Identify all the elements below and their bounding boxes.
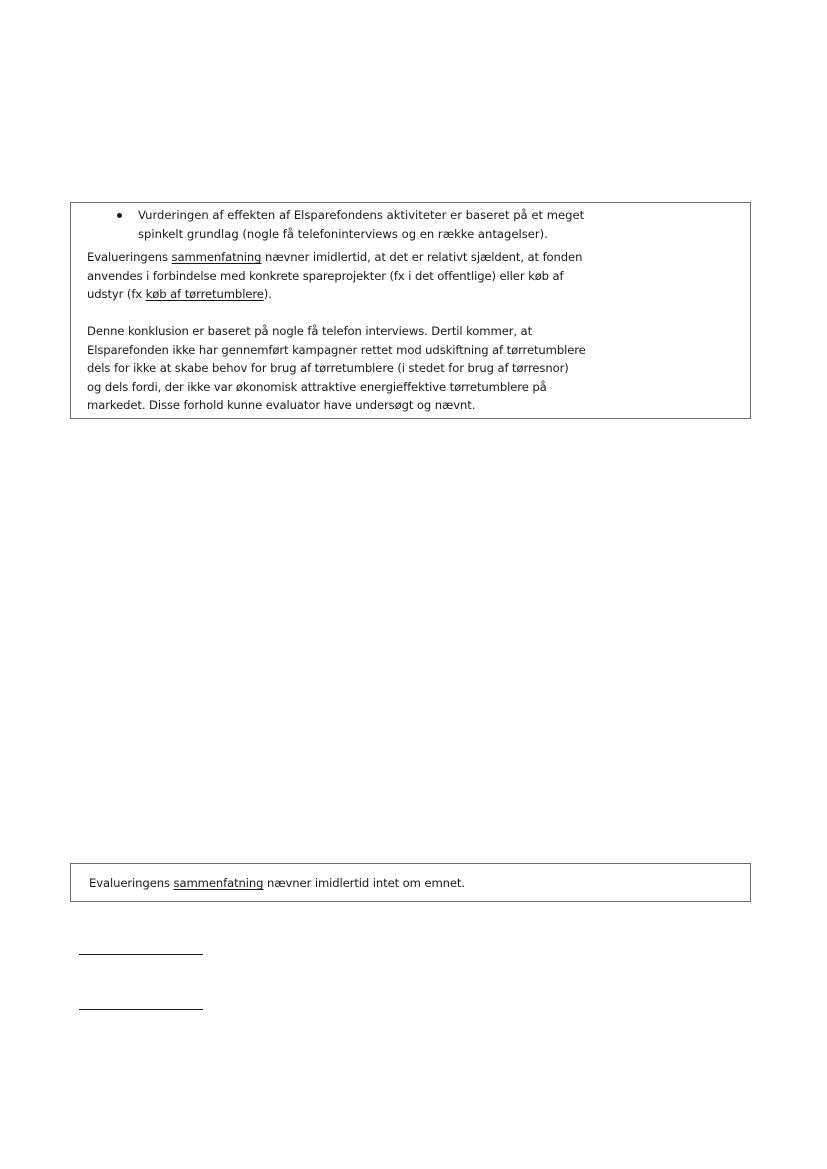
paragraph-conclusion xyxy=(87,322,586,415)
text-fragment: udstyr (fx xyxy=(87,287,146,301)
paragraph-line: og dels fordi, der ikke var økonomisk attraktive energieffektive tørretumblere på xyxy=(87,379,547,394)
text-fragment: Evalueringens xyxy=(87,250,172,264)
tumble-dryer-link[interactable]: køb af tørretumblere xyxy=(145,287,264,301)
text-fragment: Evalueringens xyxy=(89,876,174,890)
paragraph-summary xyxy=(87,248,582,304)
sammenfatning-link[interactable]: sammenfatning xyxy=(173,876,264,890)
sammenfatning-link[interactable]: sammenfatning xyxy=(171,250,262,264)
paragraph-line: Elsparefonden ikke har gennemført kampagner rettet mod udskiftning af tørretumblere xyxy=(87,342,586,357)
text-fragment: ). xyxy=(263,287,272,301)
summary-line xyxy=(89,874,465,893)
paragraph-line xyxy=(87,285,582,304)
quote-box-summary xyxy=(70,863,751,902)
bullet-dot-icon xyxy=(117,213,122,218)
footnote-divider xyxy=(79,954,203,955)
text-fragment: nævner imidlertid, at det er relativt sjældent, at fonden xyxy=(261,250,583,264)
paragraph-line: Denne konklusion er baseret på nogle få telefon interviews. Dertil kommer, at xyxy=(87,324,533,338)
text-fragment: nævner imidlertid intet om emnet. xyxy=(263,876,465,890)
paragraph-line xyxy=(87,248,582,267)
paragraph-line: dels for ikke at skabe behov for brug af tørretumblere (i stedet for brug af tørresnor) xyxy=(87,361,569,375)
quote-box-evaluation xyxy=(70,202,751,419)
paragraph-line: markedet. Disse forhold kunne evaluator have undersøgt og nævnt. xyxy=(87,398,476,412)
bullet-line: Vurderingen af effekten af Elsparefondens aktiviteter er baseret på et meget xyxy=(138,208,585,222)
bullet-text xyxy=(138,206,584,243)
bullet-line: spinkelt grundlag (nogle få telefoninterviews og en række antagelser). xyxy=(138,226,548,241)
paragraph-line: anvendes i forbindelse med konkrete spareprojekter (fx i det offentlige) eller køb af xyxy=(87,268,564,283)
footnote-divider xyxy=(79,1009,203,1010)
